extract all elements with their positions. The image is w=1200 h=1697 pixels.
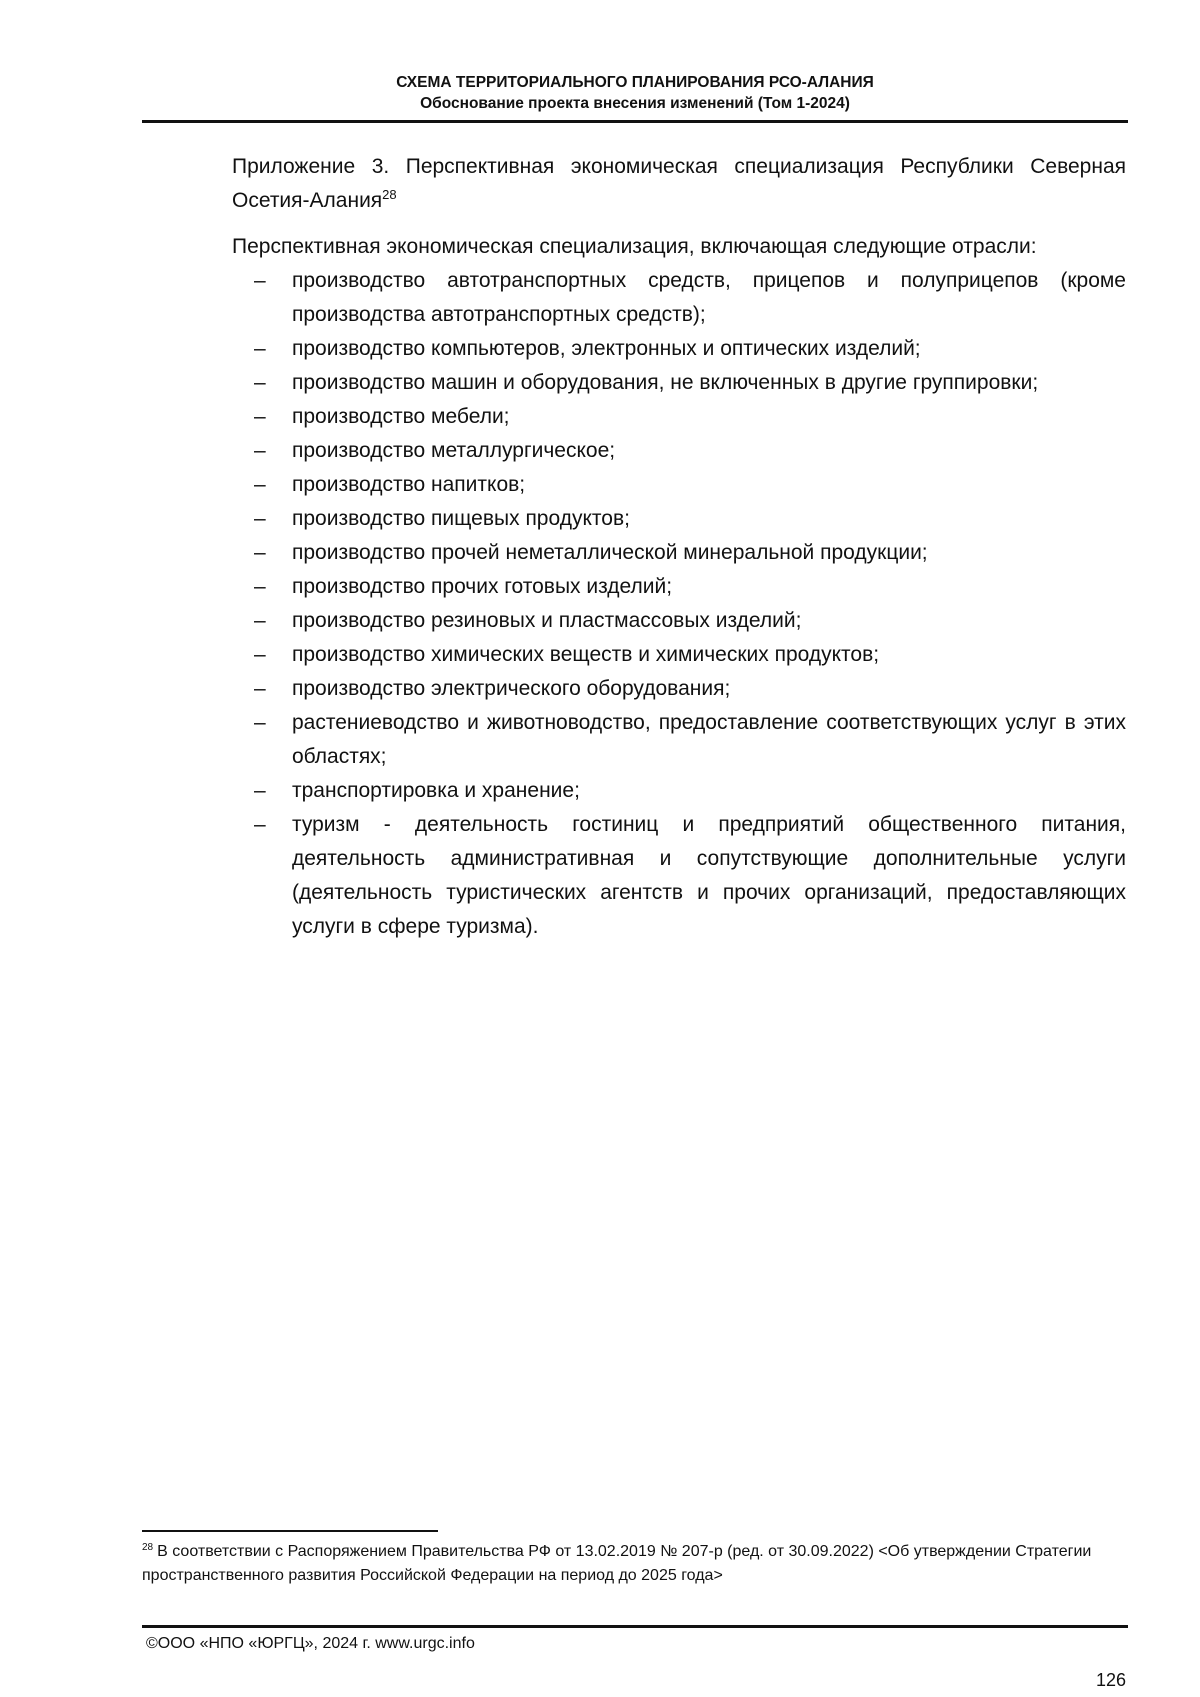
dash-bullet: –: [254, 779, 266, 802]
footnote-reference[interactable]: 28: [382, 187, 397, 202]
dash-bullet: –: [254, 337, 266, 360]
dash-bullet: –: [254, 643, 266, 666]
list-item-text: растениеводство и животноводство, предоставление соответствующих услуг в этих областях;: [292, 711, 1126, 768]
page-header: [142, 72, 1128, 114]
list-item: [232, 808, 1126, 944]
list-item-text: производство мебели;: [292, 405, 510, 428]
footnote: [142, 1540, 1126, 1588]
list-item: [232, 264, 1126, 332]
footnote-number: 28: [142, 1541, 154, 1553]
list-item: [232, 604, 1126, 638]
list-item-text: производство резиновых и пластмассовых изделий;: [292, 609, 802, 632]
list-item-text: производство автотранспортных средств, прицепов и полуприцепов (кроме производства автотранспортных средств);: [292, 269, 1126, 326]
list-item-text: производство химических веществ и химических продуктов;: [292, 643, 880, 666]
header-divider: [142, 120, 1128, 123]
dash-bullet: –: [254, 813, 266, 836]
list-item: [232, 434, 1126, 468]
page-number: 126: [1095, 1670, 1126, 1690]
dash-bullet: –: [254, 711, 266, 734]
footnote-divider: [142, 1530, 438, 1532]
list-item: [232, 332, 1126, 366]
list-item-text: производство компьютеров, электронных и оптических изделий;: [292, 337, 921, 360]
header-subtitle: Обоснование проекта внесения изменений (Том 1-2024): [420, 95, 850, 112]
list-item-text: производство электрического оборудования;: [292, 677, 731, 700]
dash-bullet: –: [254, 677, 266, 700]
dash-bullet: –: [254, 541, 266, 564]
appendix-heading: [232, 150, 1126, 218]
list-item-text: производство металлургическое;: [292, 439, 616, 462]
main-content: [232, 150, 1126, 944]
list-item-text: производство пищевых продуктов;: [292, 507, 630, 530]
appendix-heading-text: Приложение 3. Перспективная экономическая специализация Республики Северная Осетия-Алания: [232, 155, 1126, 212]
list-item-text: производство прочих готовых изделий;: [292, 575, 673, 598]
list-item: [232, 468, 1126, 502]
list-item: [232, 570, 1126, 604]
dash-bullet: –: [254, 609, 266, 632]
header-title: СХЕМА ТЕРРИТОРИАЛЬНОГО ПЛАНИРОВАНИЯ РСО-АЛАНИЯ: [396, 74, 874, 91]
dash-bullet: –: [254, 439, 266, 462]
dash-bullet: –: [254, 473, 266, 496]
list-item-text: производство прочей неметаллической минеральной продукции;: [292, 541, 928, 564]
list-item-text: производство напитков;: [292, 473, 526, 496]
footnote-text: В соответствии с Распоряжением Правительства РФ от 13.02.2019 № 207-р (ред. от 30.09.2022) <Об утверждении Стратегии пространственного развития Российской Федерации на период до 2025 года>: [142, 1543, 1092, 1584]
list-item-text: туризм - деятельность гостиниц и предприятий общественного питания, деятельность административная и сопутствующие дополнительные услуги (деятельность туристических агентств и прочих организаций, предоставляющих услуги в сфере туризма).: [292, 813, 1126, 938]
dash-bullet: –: [254, 507, 266, 530]
list-item: [232, 536, 1126, 570]
list-item: [232, 638, 1126, 672]
intro-paragraph: Перспективная экономическая специализация, включающая следующие отрасли:: [232, 235, 1037, 258]
dash-bullet: –: [254, 405, 266, 428]
footer-divider: [142, 1625, 1128, 1628]
list-item: [232, 706, 1126, 774]
footer-copyright: ©ООО «НПО «ЮРГЦ», 2024 г. www.urgc.info: [146, 1635, 475, 1652]
list-item: [232, 774, 1126, 808]
list-item: [232, 672, 1126, 706]
dash-bullet: –: [254, 575, 266, 598]
dash-bullet: –: [254, 269, 266, 292]
industry-list: [232, 264, 1126, 944]
dash-bullet: –: [254, 371, 266, 394]
list-item-text: производство машин и оборудования, не включенных в другие группировки;: [292, 371, 1039, 394]
list-item-text: транспортировка и хранение;: [292, 779, 580, 802]
list-item: [232, 400, 1126, 434]
list-item: [232, 366, 1126, 400]
list-item: [232, 502, 1126, 536]
